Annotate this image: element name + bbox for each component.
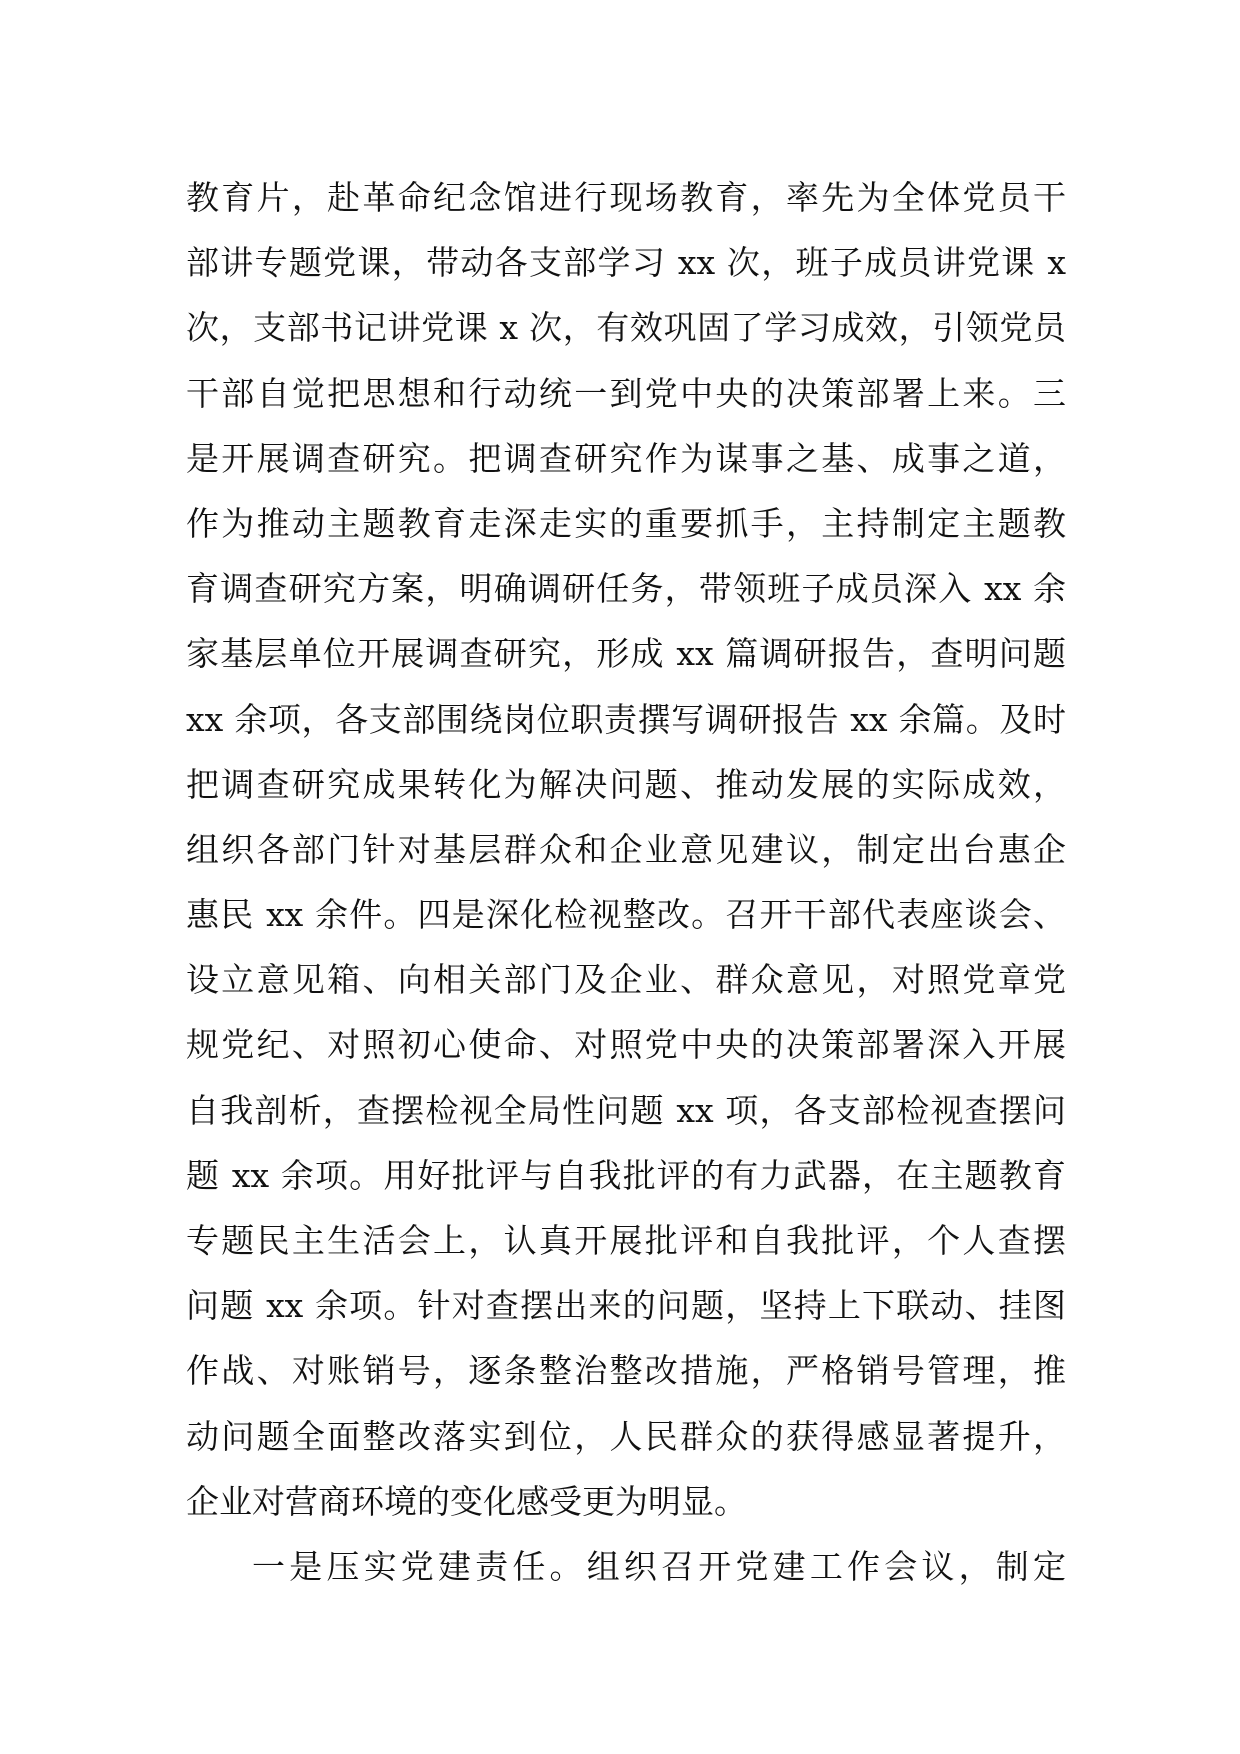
- text-line: 题 xx 余项。用好批评与自我批评的有力武器，在主题教育: [186, 1155, 1066, 1195]
- text-line: 干部自觉把思想和行动统一到党中央的决策部署上来。三: [186, 373, 1066, 413]
- text-line: 设立意见箱、向相关部门及企业、群众意见，对照党章党: [186, 960, 1066, 1000]
- text-line: 组织各部门针对基层群众和企业意见建议，制定出台惠企: [186, 829, 1066, 869]
- text-line: 自我剖析，查摆检视全局性问题 xx 项，各支部检视查摆问: [186, 1090, 1066, 1130]
- text-line: 专题民主生活会上，认真开展批评和自我批评，个人查摆: [186, 1221, 1066, 1260]
- text-line: 把调查研究成果转化为解决问题、推动发展的实际成效，: [186, 764, 1066, 804]
- text-line: 作战、对账销号，逐条整治整改措施，严格销号管理，推: [186, 1351, 1066, 1391]
- body-text: [186, 165, 1066, 1599]
- text-line: 问题 xx 余项。针对查摆出来的问题，坚持上下联动、挂图: [186, 1286, 1066, 1326]
- text-line: 规党纪、对照初心使命、对照党中央的决策部署深入开展: [186, 1025, 1066, 1065]
- text-line: 动问题全面整改落实到位，人民群众的获得感显著提升，: [186, 1416, 1066, 1456]
- paragraph-first-line: 一是压实党建责任。组织召开党建工作会议，制定: [252, 1546, 1066, 1586]
- paragraph-last-line: 企业对营商环境的变化感受更为明显。: [186, 1481, 747, 1521]
- text-line: 家基层单位开展调查研究，形成 xx 篇调研报告，查明问题: [186, 634, 1066, 674]
- text-line: 是开展调查研究。把调查研究作为谋事之基、成事之道，: [186, 438, 1066, 478]
- text-line: 次，支部书记讲党课 x 次，有效巩固了学习成效，引领党员: [186, 308, 1066, 348]
- text-line: 育调查研究方案，明确调研任务，带领班子成员深入 xx 余: [186, 569, 1066, 609]
- text-line: 部讲专题党课，带动各支部学习 xx 次，班子成员讲党课 x: [186, 243, 1066, 283]
- text-line: 作为推动主题教育走深走实的重要抓手，主持制定主题教: [186, 503, 1066, 543]
- text-line: 惠民 xx 余件。四是深化检视整改。召开干部代表座谈会、: [186, 895, 1066, 935]
- text-line: 教育片，赴革命纪念馆进行现场教育，率先为全体党员干: [186, 178, 1066, 217]
- text-line: xx 余项，各支部围绕岗位职责撰写调研报告 xx 余篇。及时: [186, 699, 1066, 739]
